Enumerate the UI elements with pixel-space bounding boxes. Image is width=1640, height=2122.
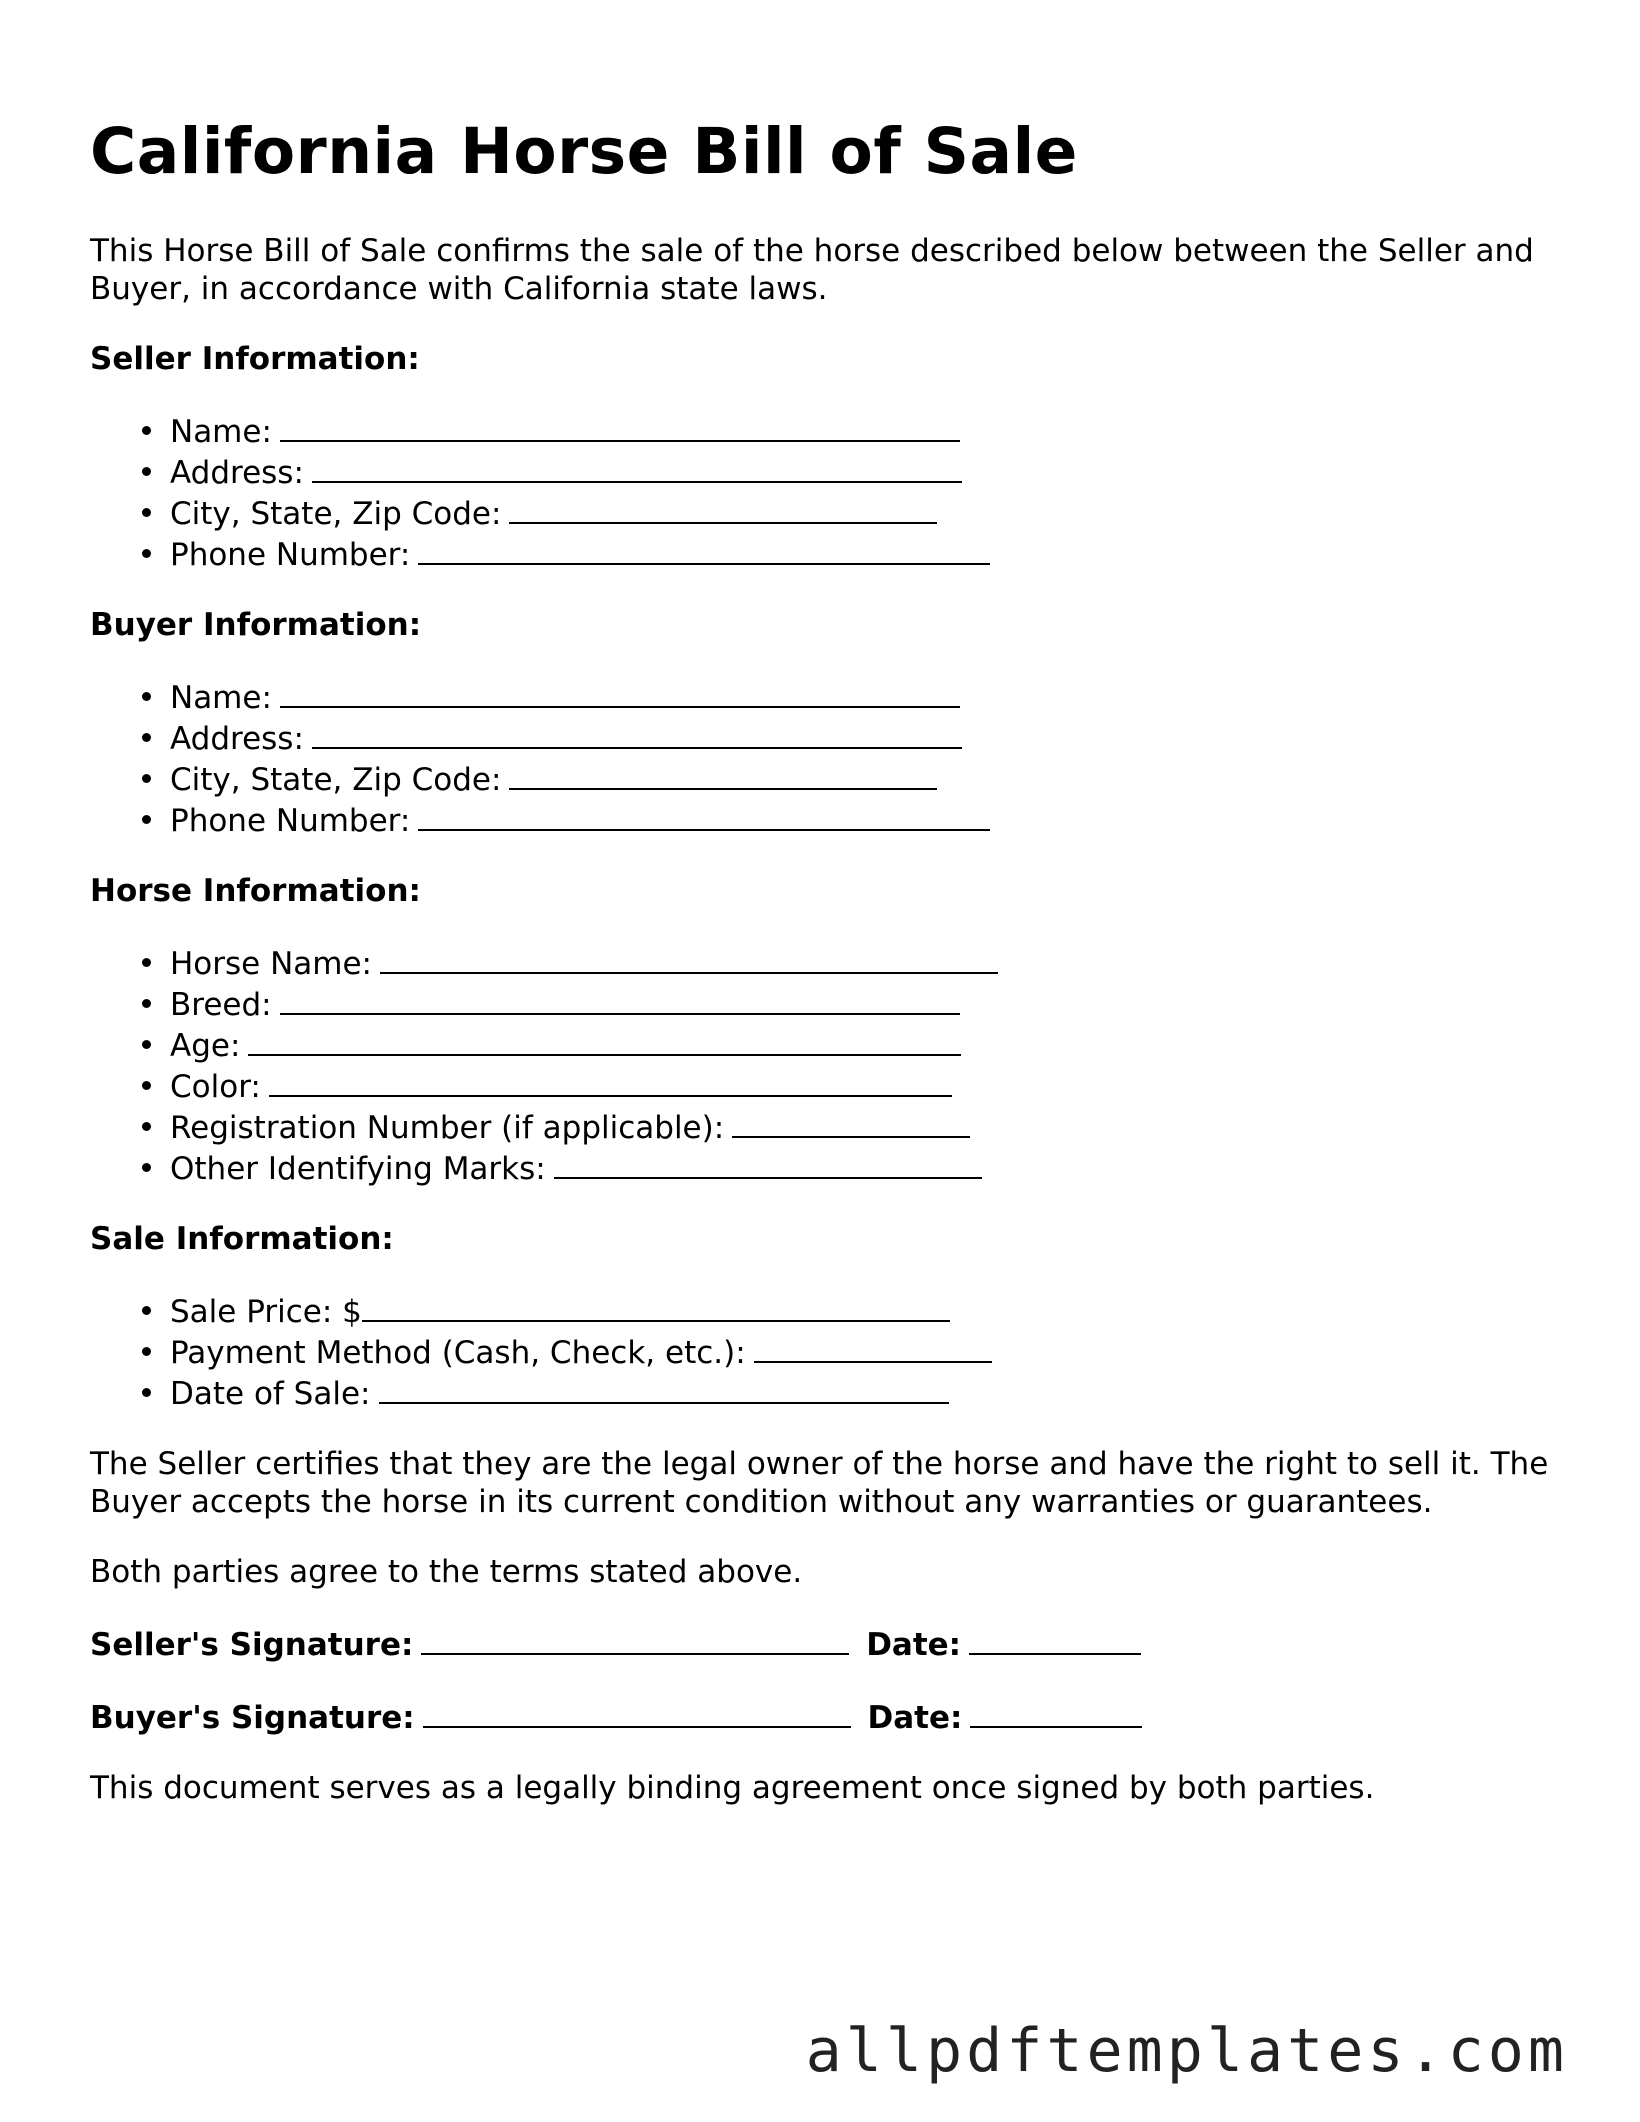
horse-breed-field: Breed: — [170, 983, 1570, 1024]
buyer-phone-field: Phone Number: — [170, 799, 1570, 840]
certification-paragraph: The Seller certifies that they are the legal owner of the horse and have the right to sell it. The Buyer accepts the horse in its current condition without any warranties or guarantees. — [90, 1446, 1549, 1520]
seller-signature-blank[interactable] — [421, 1623, 849, 1655]
horse-section-heading: Horse Information: — [90, 873, 421, 909]
document-title: California Horse Bill of Sale — [90, 115, 1078, 188]
date-of-sale-field: Date of Sale: — [170, 1372, 1570, 1413]
document-page — [90, 110, 1570, 1839]
buyer-signature-line: Buyer's Signature: Date: — [90, 1696, 1570, 1737]
buyer-phone-blank[interactable] — [418, 799, 990, 831]
horse-name-field: Horse Name: — [170, 942, 1570, 983]
closing-paragraph: This document serves as a legally binding agreement once signed by both parties. — [90, 1770, 1375, 1806]
horse-name-blank[interactable] — [380, 942, 998, 974]
agreement-paragraph: Both parties agree to the terms stated above. — [90, 1554, 803, 1590]
buyer-name-field: Name: — [170, 676, 1570, 717]
horse-breed-blank[interactable] — [280, 983, 960, 1015]
seller-phone-blank[interactable] — [418, 533, 990, 565]
sale-price-blank[interactable] — [362, 1290, 950, 1322]
horse-fields-list — [90, 942, 1570, 1188]
seller-city-state-zip-blank[interactable] — [509, 492, 937, 524]
buyer-city-state-zip-blank[interactable] — [509, 758, 937, 790]
sale-fields-list — [90, 1290, 1570, 1413]
horse-age-field: Age: — [170, 1024, 1570, 1065]
buyer-address-blank[interactable] — [312, 717, 962, 749]
seller-name-blank[interactable] — [280, 410, 960, 442]
buyer-name-blank[interactable] — [280, 676, 960, 708]
seller-address-field: Address: — [170, 451, 1570, 492]
seller-section-heading: Seller Information: — [90, 341, 420, 377]
horse-age-blank[interactable] — [248, 1024, 961, 1056]
payment-method-field: Payment Method (Cash, Check, etc.): — [170, 1331, 1570, 1372]
buyer-signature-blank[interactable] — [423, 1696, 851, 1728]
horse-identifying-marks-field: Other Identifying Marks: — [170, 1147, 1570, 1188]
seller-name-field: Name: — [170, 410, 1570, 451]
seller-city-state-zip-field: City, State, Zip Code: — [170, 492, 1570, 533]
sale-section-heading: Sale Information: — [90, 1221, 394, 1257]
payment-method-blank[interactable] — [754, 1331, 992, 1363]
site-watermark: allpdftemplates.com — [805, 2016, 1568, 2086]
horse-registration-field: Registration Number (if applicable): — [170, 1106, 1570, 1147]
buyer-fields-list — [90, 676, 1570, 840]
seller-address-blank[interactable] — [312, 451, 962, 483]
horse-registration-blank[interactable] — [732, 1106, 970, 1138]
buyer-address-field: Address: — [170, 717, 1570, 758]
seller-phone-field: Phone Number: — [170, 533, 1570, 574]
buyer-section-heading: Buyer Information: — [90, 607, 422, 643]
seller-signature-line: Seller's Signature: Date: — [90, 1623, 1570, 1664]
seller-fields-list — [90, 410, 1570, 574]
date-of-sale-blank[interactable] — [379, 1372, 949, 1404]
intro-paragraph: This Horse Bill of Sale confirms the sale of the horse described below between the Seller and Buyer, in accordance with California state laws. — [90, 233, 1534, 307]
sale-price-field: Sale Price: $ — [170, 1290, 1570, 1331]
horse-identifying-marks-blank[interactable] — [554, 1147, 982, 1179]
seller-date-blank[interactable] — [969, 1623, 1141, 1655]
buyer-city-state-zip-field: City, State, Zip Code: — [170, 758, 1570, 799]
horse-color-field: Color: — [170, 1065, 1570, 1106]
buyer-date-blank[interactable] — [970, 1696, 1142, 1728]
horse-color-blank[interactable] — [269, 1065, 952, 1097]
